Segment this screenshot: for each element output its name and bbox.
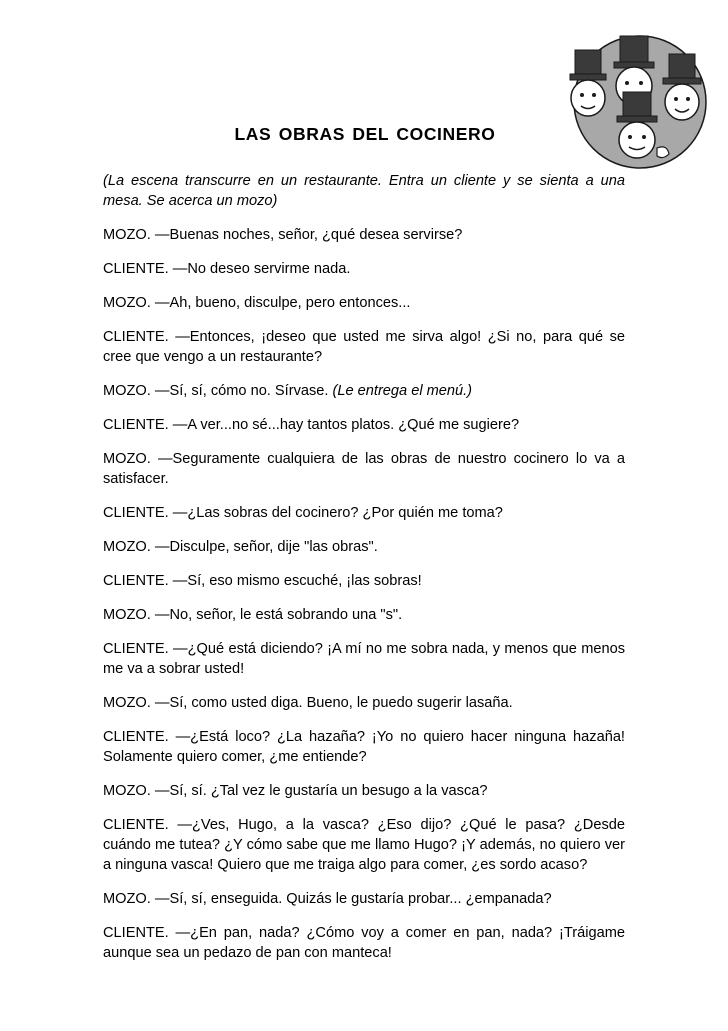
dialogue-text: MOZO. —No, señor, le está sobrando una "s". [103,607,403,623]
dialogue-text: MOZO. —Sí, sí, cómo no. Sírvase. [103,383,333,399]
dialogue-text: CLIENTE. —No deseo servirme nada. [103,261,351,277]
dialogue-line [103,327,625,367]
dialogue-text: CLIENTE. —Sí, eso mismo escuché, ¡las sobras! [103,573,422,589]
dialogue-line [103,259,625,279]
chefs-illustration-icon [565,30,715,170]
dialogue-text: CLIENTE. —¿Las sobras del cocinero? ¿Por quién me toma? [103,505,503,521]
dialogue-line [103,293,625,313]
dialogue-text: MOZO. —Seguramente cualquiera de las obras de nuestro cocinero lo va a satisfacer. [103,451,625,487]
stage-direction-intro: (La escena transcurre en un restaurante. Entra un cliente y se sienta a una mesa. Se acerca un mozo) [103,173,625,209]
dialogue-line [103,781,625,801]
dialogue-text: MOZO. —Sí, sí. ¿Tal vez le gustaría un besugo a la vasca? [103,783,488,799]
dialogue-text: CLIENTE. —¿Está loco? ¿La hazaña? ¡Yo no quiero hacer ninguna hazaña! Solamente quiero comer, ¿me entiende? [103,729,625,765]
page-title: LAS OBRAS DEL COCINERO [234,124,496,144]
dialogue-text: CLIENTE. —Entonces, ¡deseo que usted me sirva algo! ¿Si no, para qué se cree que vengo a un restaurante? [103,329,625,365]
dialogue-line [103,415,625,435]
dialogue-text: CLIENTE. —¿En pan, nada? ¿Cómo voy a comer en pan, nada? ¡Tráigame aunque sea un pedazo de pan con manteca! [103,925,625,961]
dialogue-line [103,693,625,713]
dialogue-text: MOZO. —Buenas noches, señor, ¿qué desea servirse? [103,227,463,243]
dialogue-line [103,605,625,625]
dialogue-line [103,537,625,557]
dialogue-line [103,381,625,401]
dialogue-line [103,923,625,963]
dialogue-text: MOZO. —Ah, bueno, disculpe, pero entonces... [103,295,411,311]
stage-direction-inline: (Le entrega el menú.) [332,383,473,399]
dialogue-text: CLIENTE. —¿Ves, Hugo, a la vasca? ¿Eso dijo? ¿Qué le pasa? ¿Desde cuándo me tutea? ¿Y cómo sabe que me llamo Hugo? ¡Y además, no quiero ver a ninguna vasca! Quiero que me traiga algo para comer, ¿es sordo acaso? [103,817,625,873]
dialogue-text: MOZO. —Sí, sí, enseguida. Quizás le gustaría probar... ¿empanada? [103,891,552,907]
dialogue-line [103,639,625,679]
dialogue-line [103,815,625,875]
dialogue-text: CLIENTE. —¿Qué está diciendo? ¡A mí no me sobra nada, y menos que menos me va a sobrar usted! [103,641,625,677]
dialogue-text: MOZO. —Sí, como usted diga. Bueno, le puedo sugerir lasaña. [103,695,513,711]
dialogue-line [103,727,625,767]
dialogue-line [103,503,625,523]
script-body [103,171,625,977]
dialogue-line [103,449,625,489]
dialogue-line [103,889,625,909]
dialogue-text: MOZO. —Disculpe, señor, dije "las obras". [103,539,378,555]
dialogue-line [103,571,625,591]
dialogue-line [103,225,625,245]
dialogue-text: CLIENTE. —A ver...no sé...hay tantos platos. ¿Qué me sugiere? [103,417,520,433]
